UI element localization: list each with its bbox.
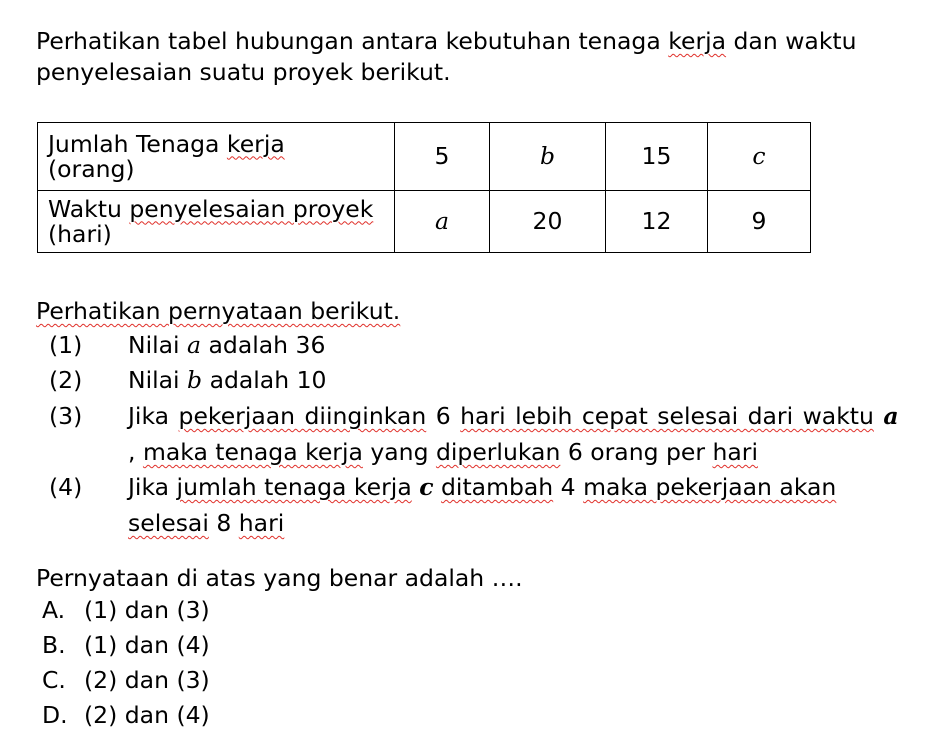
question-prompt: Pernyataan di atas yang benar adalah …. (36, 564, 523, 592)
option-letter: D. (42, 701, 68, 729)
statement-text-line1: Jika pekerjaan diinginkan 6 hari lebih cepat selesai dari waktu a (128, 402, 899, 430)
statement-text-line1: Jika jumlah tenaga kerja c ditambah 4 maka pekerjaan akan (128, 473, 837, 501)
row-header-unit: (orang) (48, 154, 135, 183)
option-letter: C. (42, 666, 66, 694)
statement-number: (2) (49, 366, 83, 394)
row-header-workers (38, 123, 395, 191)
row-header-text: Waktu (48, 194, 130, 223)
statement-text-line2: selesai 8 hari (128, 509, 285, 537)
row-header-text: Jumlah Tenaga (48, 129, 227, 158)
table-cell: 20 (490, 191, 606, 253)
table-cell-var-b: b (490, 123, 606, 191)
relation-table (37, 122, 811, 253)
intro-text-1: Perhatikan tabel hubungan antara kebutuhan tenaga (36, 27, 669, 55)
intro-word-kerja: kerja (668, 27, 727, 55)
table-cell: 15 (606, 123, 708, 191)
option-letter: A. (42, 596, 66, 624)
statement-text: Nilai b adalah 10 (128, 366, 327, 394)
option-text: (2) dan (3) (84, 666, 210, 694)
row-header-unit: (hari) (48, 219, 112, 248)
option-letter: B. (42, 631, 66, 659)
table-cell-var-a: a (395, 191, 490, 253)
intro-paragraph (36, 26, 906, 88)
option-text: (1) dan (4) (84, 631, 210, 659)
table-row-duration (38, 191, 811, 253)
table-cell: 5 (395, 123, 490, 191)
intro-text-2: dan waktu penyelesaian suatu proyek berikut. (36, 27, 857, 86)
table-cell: 12 (606, 191, 708, 253)
table-cell: 9 (708, 191, 811, 253)
statement-text-line2: , maka tenaga kerja yang diperlukan 6 orang per hari (128, 438, 758, 466)
option-text: (2) dan (4) (84, 701, 210, 729)
row-header-text-underlined: kerja (226, 129, 285, 158)
statement-number: (1) (49, 331, 83, 359)
statement-number: (3) (49, 402, 83, 430)
statements-heading: Perhatikan pernyataan berikut. (36, 297, 401, 325)
row-header-text-underlined: penyelesaian proyek (129, 194, 374, 223)
table-row-workers (38, 123, 811, 191)
option-text: (1) dan (3) (84, 596, 210, 624)
statement-text: Nilai a adalah 36 (128, 331, 326, 359)
row-header-duration (38, 191, 395, 253)
statement-number: (4) (49, 473, 83, 501)
table-cell-var-c: c (708, 123, 811, 191)
